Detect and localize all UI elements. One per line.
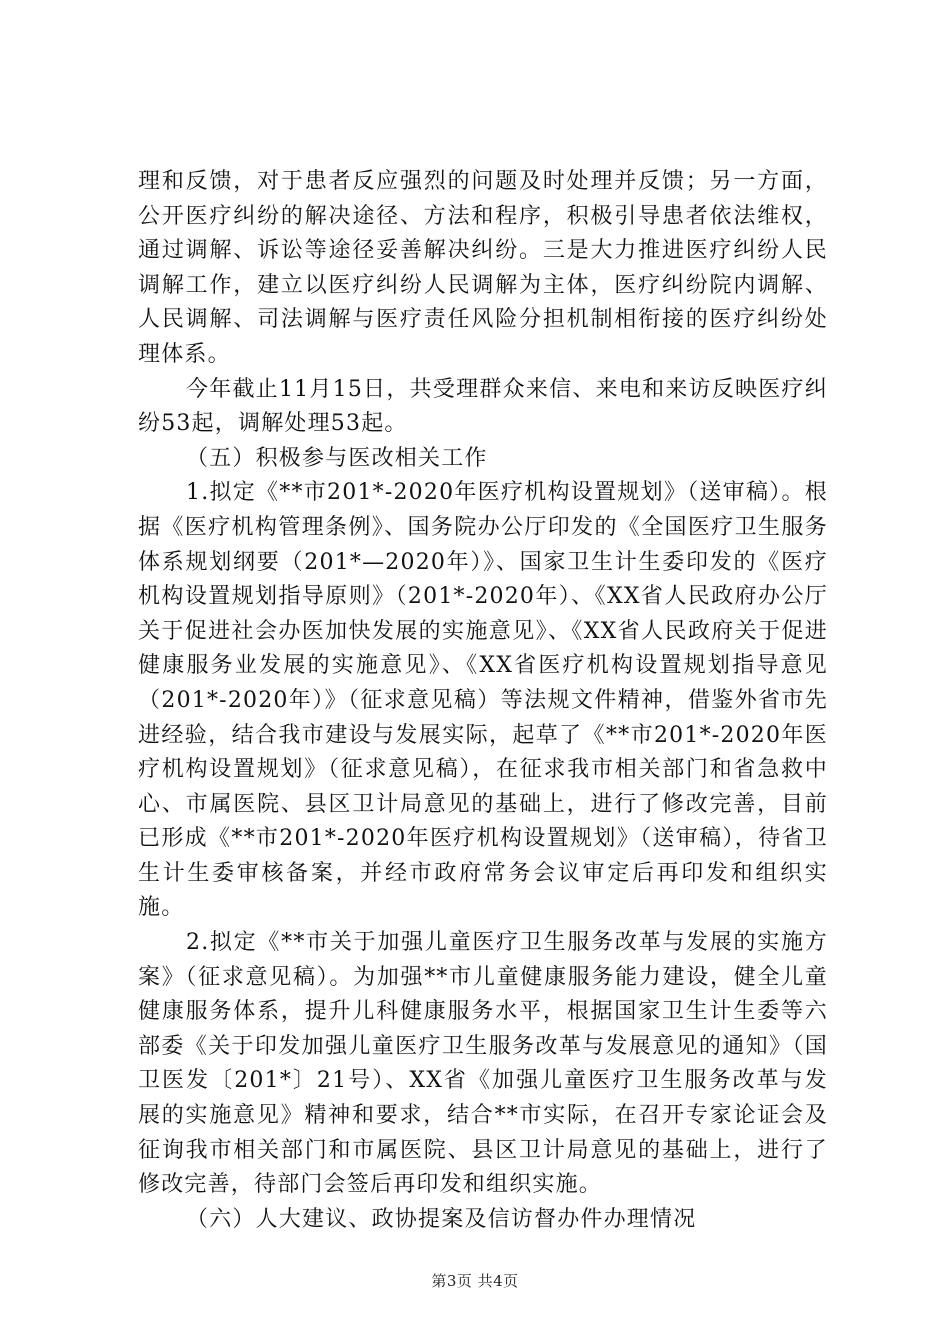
paragraph-dispute-handling: 理和反馈，对于患者反应强烈的问题及时处理并反馈；另一方面，公开医疗纠纷的解决途径、方法和程序，积极引导患者依法维权，通过调解、诉讼等途径妥善解决纠纷。三是大力推进医疗纠纷人民调解工作，建立以医疗纠纷人民调解为主体，医疗纠纷院内调解、人民调解、司法调解与医疗责任风险分担机制相衔接的医疗纠纷处理体系。 [138, 169, 828, 367]
paragraph-dispute-statistics: 今年截止11月15日，共受理群众来信、来电和来访反映医疗纠纷53起，调解处理53起。 [138, 376, 828, 437]
section-heading-5: （五）积极参与医改相关工作 [186, 445, 488, 471]
document-body [138, 165, 828, 1237]
paragraph-item-2-children-health: 2.拟定《**市关于加强儿童医疗卫生服务改革与发展的实施方案》（征求意见稿）。为加强**市儿童健康服务能力建设，健全儿童健康服务体系，提升儿科健康服务水平，根据国家卫生计生委等六部委《关于印发加强儿童医疗卫生服务改革与发展意见的通知》（国卫医发〔201*〕21号）、XX省《加强儿童医疗卫生服务改革与发展的实施意见》精神和要求，结合**市实际，在召开专家论证会及征询我市相关部门和市属医院、县区卫计局意见的基础上，进行了修改完善，待部门会签后再印发和组织实施。 [138, 930, 828, 1198]
section-heading-6: （六）人大建议、政协提案及信访督办件办理情况 [186, 1206, 697, 1232]
paragraph-item-1-planning: 1.拟定《**市201*-2020年医疗机构设置规划》（送审稿）。根据《医疗机构管理条例》、国务院办公厅印发的《全国医疗卫生服务体系规划纲要（201*—2020年）》、国家卫生计生委印发的《医疗机构设置规划指导原则》（201*-2020年）、《XX省人民政府办公厅关于促进社会办医加快发展的实施意见》、《XX省人民政府关于促进健康服务业发展的实施意见》、《XX省医疗机构设置规划指导意见（201*-2020年）》（征求意见稿）等法规文件精神，借鉴外省市先进经验，结合我市建设与发展实际，起草了《**市201*-2020年医疗机构设置规划》（征求意见稿），在征求我市相关部门和省急救中心、市属医院、县区卫计局意见的基础上，进行了修改完善，目前已形成《**市201*-2020年医疗机构设置规划》（送审稿），待省卫生计生委审核备案，并经市政府常务会议审定后再印发和组织实施。 [138, 480, 828, 921]
page-number-footer: 第3页 共4页 [431, 1272, 519, 1290]
